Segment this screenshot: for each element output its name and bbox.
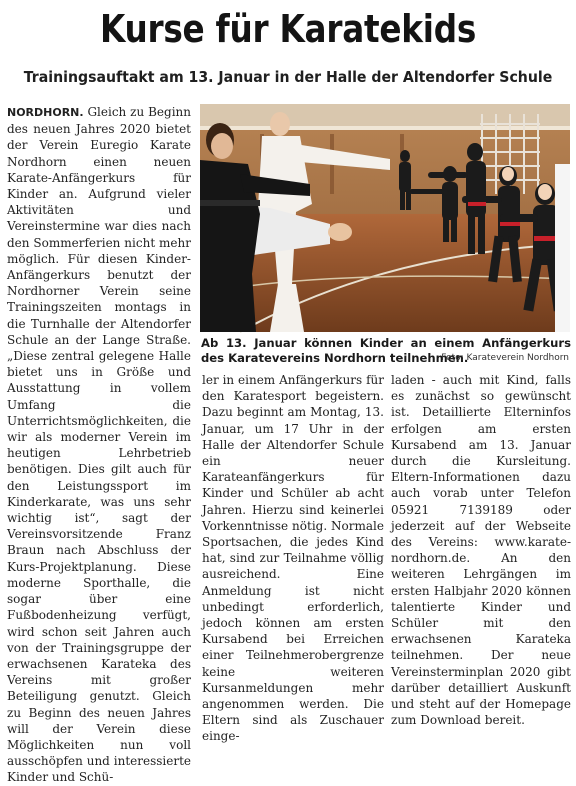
article-column-2: ler in einem Anfängerkurs für den Karatesport begeistern. Dazu beginnt am Montag, 13. Januar, um 17 Uhr in der Halle der Altendorfer Schule ein neuer Karateanfängerkurs für Kinder und Schüler ab acht Jahren. Hierzu sind keinerlei Vorkenntnisse nötig. Normale Sportsachen, die jedes Kind hat, sind zur Teilnahme völlig ausreichend. Eine Anmeldung ist nicht unbedingt erforderlich, jedoch können am ersten Kursabend bei Erreichen einer Teilnehmerobergrenze keine weiteren Kursanmeldungen mehr angenommen werden. Die Eltern sind als Zuschauer einge- <box>202 373 384 744</box>
article-column-3: laden - auch mit Kind, falls es zunächst so gewünscht ist. Detaillierte Elterninfos erfolgen am ersten Kursabend am 13. Januar durch die Kursleitung. Eltern-Informationen dazu auch vorab unter Telefon 05921 7139189 oder jederzeit auf der Webseite des Vereins: www.karate-nordhorn.de. An den weiteren Lehrgängen im ersten Halbjahr 2020 können talentierte Kinder und Schüler mit den erwachsenen Karateka teilnehmen. Der neue Vereinsterminplan 2020 gibt darüber detailliert Auskunft und steht auf der Homepage zum Download bereit. <box>391 373 571 728</box>
photo-caption: Ab 13. Januar können Kinder an einem Anfängerkurs des Karatevereins Nordhorn teilnehmen. <box>201 336 571 365</box>
karate-class-photo <box>200 104 570 332</box>
subheadline: Trainingsauftakt am 13. Januar in der Halle der Altendorfer Schule <box>23 68 553 86</box>
photo-credit: Foto: Karateverein Nordhorn <box>441 353 569 363</box>
headline: Kurse für Karatekids <box>99 7 477 51</box>
article-text-1: Gleich zu Beginn des neuen Jahres 2020 bietet der Verein Euregio Karate Nordhorn einen neuen Karate-Anfängerkurs für Kinder an. Aufgrund vieler Aktivitäten und Vereinstermine war dies nach den Sommerferien nicht mehr möglich. Für diesen Kinder-Anfängerkurs benutzt der Nordhorner Verein seine Trainingszeiten montags in die Turnhalle der Altendorfer Schule an der Lange Straße. „Diese zentral gelegene Halle bietet uns in Größe und Ausstattung in vollem Umfang die Unterrichtsmöglichkeiten, die wir als moderner Verein im heutigen Lehrbetrieb benötigen. Dies gilt auch für den Leistungssport im Kinderkarate, was uns sehr wichtig ist“, sagt der Vereinsvorsitzende Franz Braun nach Abschluss der Kurs-Projektplanung. Diese moderne Sporthalle, die sogar über eine Fußbodenheizung verfügt, wird schon seit Jahren auch von der Trainingsgruppe der erwachsenen Karateka des Vereins mit großer Beteiligung genutzt. Gleich zu Beginn des neuen Jahres will der Verein diese Möglichkeiten nun voll ausschöpfen und interessierte Kinder und Schü- <box>7 105 191 785</box>
dateline: NORDHORN. <box>7 106 84 119</box>
article-column-1 <box>7 104 191 785</box>
karate-photo-illustration <box>200 104 570 332</box>
